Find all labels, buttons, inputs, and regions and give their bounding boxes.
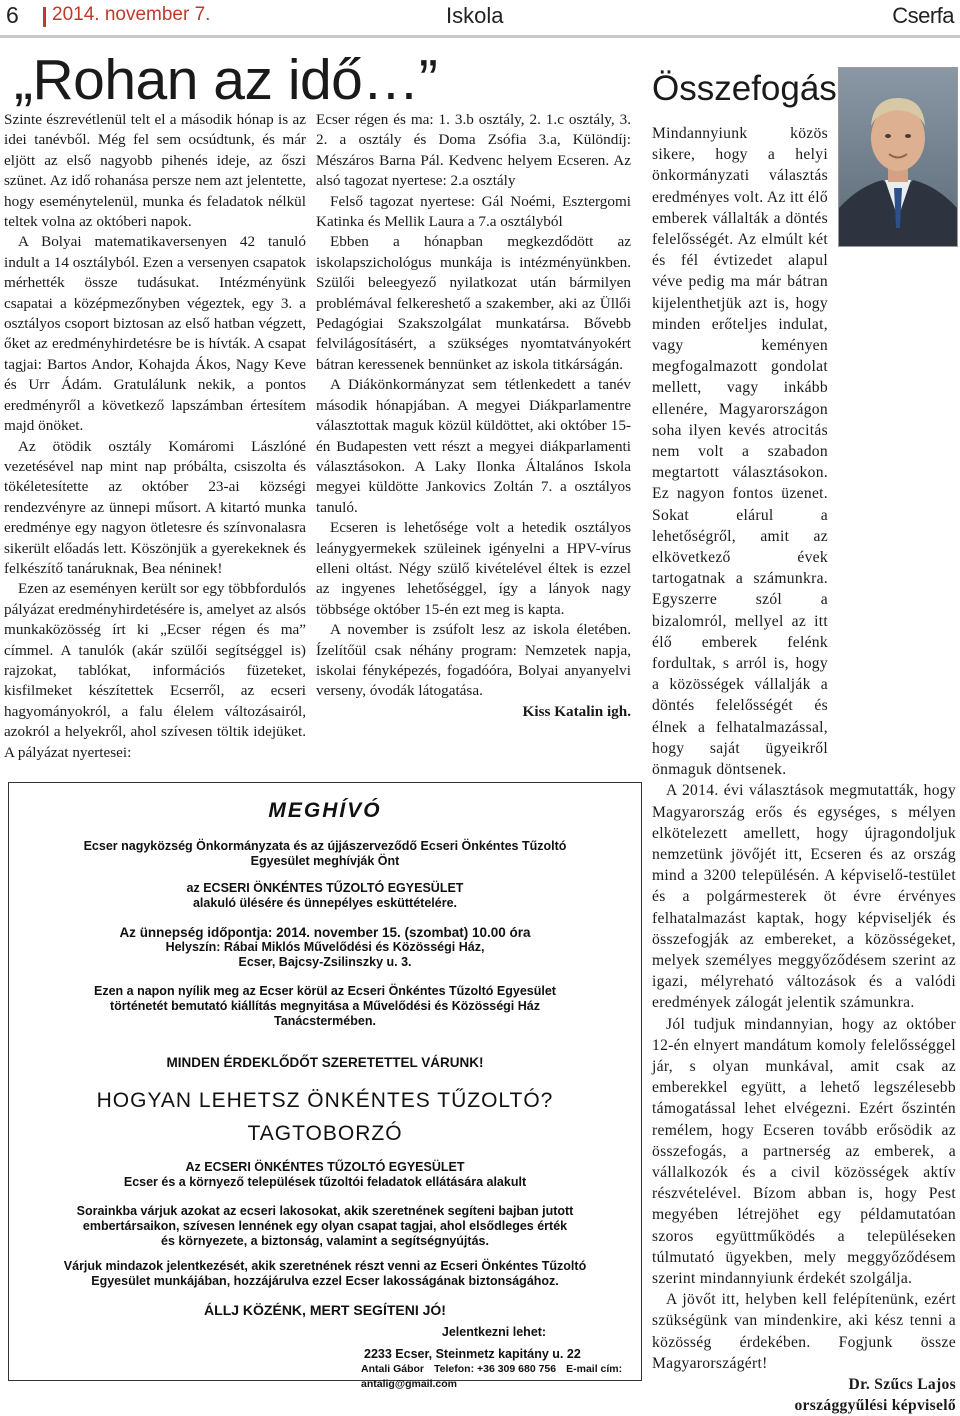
flyer-welcome: MINDEN ÉRDEKLŐDŐT SZERETETTEL VÁRUNK! [166,1055,484,1070]
flyer-contact: 2233 Ecser, Steinmetz kapitány u. 22 [364,1347,581,1361]
flyer-subheadline: TAGTOBORZÓ [247,1122,403,1145]
flyer-line: történetét bemutató kiállítás megnyitása a Művelődési és Közösségi Ház [110,999,540,1013]
sidebar-signature-role: országgyűlési képviselő [794,1397,956,1415]
article-column-2 [316,110,631,722]
flyer-line: Ecser nagyközség Önkormányzata és az újjászerveződő Ecseri Önkéntes Tűzoltó [83,839,567,853]
article-paragraph: Ecseren is lehetősége volt a hetedik osztályos leánygyermekek szüleinek igényelni a HPV-vírus elleni oltást. Négy szülő kivételével éltek is ezzel az ingyenes lehetőséggel, így a lányok nagy többsége október 15-én ezt meg is kapta. [316,519,631,618]
flyer-line: alakuló ülésére és ünnepélyes esküttételére. [192,896,458,910]
article-paragraph: Ezen az eseményen került sor egy többfordulós pályázat eredményhirdetésére is, amelyet az alsós munkaközösség írt ki „Ecser régen és ma” címmel. A tanulók (akár szülői segítséggel is) rajzokat, tablókat, információs füzeteket, kisfilmeket készítettek Ecserről, az ecseri hagyományokról, a falu élelem változásairól, azokról a helyekről, ahol szívesen töltik idejüket. A pályázat nyertesei: [4,580,306,761]
article-paragraph: Ecser régen és ma: 1. 3.b osztály, 2. 1.c osztály, 3. 2. a osztály és Doma Zsófia 3.a, Különdíj: Mészáros Barna Pál. Kedvenc helyem Ecseren. Az alsó tagozat nyertese: 2.a osztály [316,111,631,190]
article-title: „Rohan az idő…” [14,48,438,112]
flyer-line: Várjuk mindazok jelentkezését, akik szeretnének részt venni az Ecseri Önkéntes Tűzoltó [63,1259,587,1273]
flyer-contact-label: Jelentkezni lehet: [441,1325,547,1339]
sidebar-title: Összefogás [652,69,837,108]
flyer-line: Az ünnepség időpontja: 2014. november 15. (szombat) 10.00 óra [119,925,531,940]
flyer-slogan: ÁLLJ KÖZÉNK, MERT SEGÍTENI JÓ! [204,1302,446,1318]
flyer-title: MEGHÍVÓ [268,799,382,822]
sidebar-paragraph: Mindannyiunk közös sikere, hogy a helyi önkormányzati választás eredményes volt. Az itt élő emberek vállalták a döntés felelősségét. Az elmúlt két és fél évtizedet alapul véve pedig ma már bátran kijelenthetjük azt is, hogy minden erőteljes indulat, vagy keményen megfogalmazott gondolat mellett, vagy inkább ellenére, Magyarországon soha ilyen kevés atrocitás nem volt a szabadon megtartott választásokon. Ez nagyon fontos üzenet. Sokat elárul a lehetőségről, amit az elkövetkező évek tartogatnak a számunkra. Egyszerre szól a bizalomról, mellyel az itt élő emberek felénk fordultak, s arról is, hogy a közösségek vállalják a döntés felelősségét és élnek a felhatalmazással, hogy saját ügyeikről önmaguk döntsenek. [652,125,828,779]
article-paragraph: Felső tagozat nyertese: Gál Noémi, Esztergomi Katinka és Mellik Laura a 7.a osztályból [316,192,631,231]
flyer-line: és környezete, a biztonság, valamint a segítségnyújtás. [161,1234,489,1248]
section-name: Iskola [446,3,504,28]
flyer-line: Tanácstermében. [274,1014,376,1028]
flyer-line: Egyesület munkájában, hozzájárulva ezzel Ecser lakosságának biztonságához. [91,1274,559,1288]
flyer-headline: HOGYAN LEHETSZ ÖNKÉNTES TŰZOLTÓ? [96,1089,554,1112]
flyer-line: Egyesület meghívják Önt [250,854,400,868]
flyer-contact: Telefon: +36 309 680 756 [434,1363,557,1375]
flyer-contact: Antali Gábor Telefon: +36 309 680 756 E-mail cím: antalig@gmail.com [361,1363,623,1390]
article-paragraph: Ebben a hónapban megkezdődött az iskolapszichológus munkája is intézményünkben. Szülői beleegyező nyilatkozat után bármilyen problémával felkereshető a szakember, aki az Üllői Pedagógiai Szakszolgálat munkatársa. Bővebb felvilágosításért, a szükséges nyomtatványokért bátran keressenek bennünket az iskola titkárságán. [316,233,631,373]
article-signature: Kiss Katalin igh. [522,702,631,720]
flyer-line: Ezen a napon nyílik meg az Ecser körül az Ecseri Önkéntes Tűzoltó Egyesület [94,984,556,998]
flyer-line: az ECSERI ÖNKÉNTES TŰZOLTÓ EGYESÜLET [186,881,464,895]
article-column-1 [4,110,306,763]
article-paragraph: Az ötödik osztály Komáromi Lászlóné vezetésével nap mint nap próbálta, csiszolta és tökéletesítette az október 23-ai községi rendezvényre az ünnepi műsort. A kitartó munka eredménye egy nagyon ötletesre és színvonalasra sikerült előadás lett. Köszönjük a gyerekeknek és felkészítő tanáruknak, Bea néninek! [4,437,306,577]
header-divider [43,7,46,27]
flyer-contact: E-mail cím: antalig@gmail.com [361,1363,623,1390]
flyer-line: embertársaikon, szívesen lennének egy olyan csapat tagjai, ahol elsődleges érték [82,1219,568,1233]
page-number: 6 [6,2,19,28]
flyer-line: Ecser és a környező települések tűzoltói feladatok ellátására alakult [123,1175,527,1189]
article-paragraph: A november is zsúfolt lesz az iskola életében. Ízelítőül csak néhány program: Nemzetek napja, iskolai fényképezés, fogadóóra, Bolyai anyanyelvi verseny, óvodák látogatása. [316,621,631,700]
sidebar-signature-name: Dr. Szűcs Lajos [848,1375,956,1393]
flyer-line: Ecser, Bajcsy-Zsilinszky u. 3. [238,955,412,969]
article-paragraph: A Bolyai matematikaversenyen 42 tanuló indult a 14 osztályból. Ezen a versenyen csapatok mérhették össze tudásukat. Intézményünk csapatai a középmezőnyben végeztek, egy 3. a osztályos csoport biztosan az első hatban végzett, őket az eredményhirdetésre be is hívták. A csapat tagjai: Bartos Andor, Kohajda Ákos, Nagy Keve és Urr Ádám. Gratulálunk nekik, a pontos eredményről a következő lapszámban értesítem majd önöket. [4,233,306,435]
header-rule [0,35,960,38]
issue-date: 2014. november 7. [52,4,211,25]
flyer-line: Az ECSERI ÖNKÉNTES TŰZOLTÓ EGYESÜLET [185,1160,465,1174]
publication-name: Cserfa [892,3,954,28]
flyer-line: Sorainkba várjuk azokat az ecseri lakosokat, akik szeretnének segíteni bajban jutott [76,1204,574,1218]
sidebar-paragraph: A jövőt itt, helyben kell felépítenünk, ezért szükségünk van mindenkire, aki kész tenni a közösség érdekében. Fogjunk össze Magyarországért! [652,1291,956,1372]
sidebar-paragraph: Jól tudjuk mindannyian, hogy az október 12-én elnyert mandátum komoly felelősséggel jár, s olyan munkával, amit csak az emberekkel együtt, a lehető legszélesebb támogatással lehet elvégezni. Ezért őszintén remélem, hogy Ecseren tovább erősödik az összefogás, a partnerség az emberek, a vállalkozók és a civil közösségek aktív részvételével. Bízom abban is, hogy Pest megyében létrejöhet egy példamutatóan szoros együttműködés a településeken túlmutató ügyekben, mely meggyőződésem szerint mindannyiunk érdekét szolgálja. [652,1015,956,1287]
sidebar-column [652,123,956,1416]
page-header [0,0,960,34]
sidebar-paragraph: A 2014. évi választások megmutatták, hogy Magyarország erős és egységes, s mélyen elkötelezett amellett, hogy újragondoljuk nemzetünk jövőjét itt, Ecseren és az ország mind a 3200 településén. A képviselő-testület és a polgármesterek öt évre érvényes felhatalmazást kaptak, hogy képviseljék és összefogják az embereket, a közösségeket, melyek személyes meggyőződésem szerint az igazi, mélyreható változások és a valódi eredmények zálogát jelentik számunkra. [652,782,956,1012]
invitation-flyer [8,782,642,1390]
article-paragraph: A Diákönkormányzat sem tétlenkedett a tanév második hónapjában. A megyei Diákparlamentre választottak maguk közül küldöttet, aki október 15-én Budapesten vett részt a megyei diákparlamenti választásokon. A Laky Ilonka Általános Iskola megyei küldötte Jankovics Zoltán 7. a osztályos tanuló. [316,376,631,516]
flyer-line: Helyszín: Rábai Miklós Művelődési és Közösségi Ház, [165,940,485,954]
article-paragraph: Szinte észrevétlenül telt el a második hónap is az idei tanévből. Még fel sem ocsúdtunk, és már eljött az első nagyobb pihenés ideje, az őszi szünet. Az idő rohanása persze nem azt jelentette, hogy eseménytelenül, munka és feladatok nélkül teltek volna az októberi napok. [4,111,306,231]
